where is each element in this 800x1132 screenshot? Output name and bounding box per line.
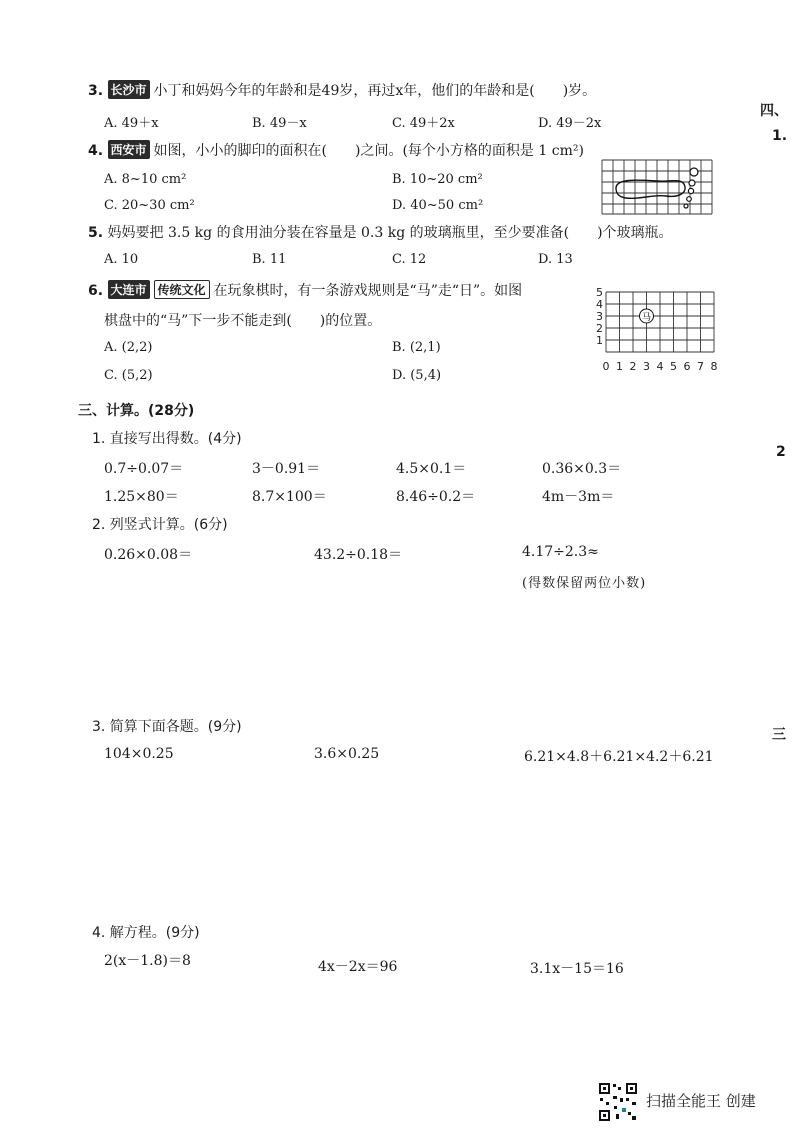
toe-1: [690, 168, 698, 176]
horse-piece-label: 马: [641, 313, 652, 323]
y-tick: 5: [596, 286, 603, 299]
equation-item: 4x－2x＝96: [318, 959, 398, 975]
question-text-line2: 棋盘中的“马”下一步不能走到( )的位置。: [104, 313, 382, 329]
y-tick: 2: [596, 322, 603, 335]
calc-item: 0.26×0.08＝: [104, 547, 193, 563]
calc-item: 4m－3m＝: [542, 489, 615, 505]
question-number: 6.: [88, 283, 104, 299]
calc-item: 8.46÷0.2＝: [396, 489, 476, 505]
option-d: D. 13: [538, 252, 573, 267]
part-2-title: 2. 列竖式计算。(6分): [92, 517, 228, 533]
x-axis-labels: [603, 360, 718, 373]
option-b: B. (2,1): [392, 340, 441, 355]
region-tag: 西安市: [108, 140, 150, 159]
question-3: [88, 80, 596, 100]
calc-item: 3－0.91＝: [252, 461, 321, 477]
rounding-note: (得数保留两位小数): [522, 576, 647, 591]
calc-item: 43.2÷0.18＝: [314, 547, 403, 563]
calc-item: 1.25×80＝: [104, 489, 179, 505]
calc-item: 0.36×0.3＝: [542, 461, 622, 477]
question-number: 5.: [88, 225, 104, 241]
equation-item: 2(x－1.8)＝8: [104, 953, 191, 969]
option-c: C. 49＋2x: [392, 116, 455, 131]
x-tick: 7: [697, 360, 704, 373]
region-tag: 长沙市: [108, 80, 150, 99]
y-tick: 1: [596, 334, 603, 347]
part-3-title: 3. 简算下面各题。(9分): [92, 719, 242, 735]
option-d: D. 40~50 cm²: [392, 198, 484, 213]
option-d: D. 49－2x: [538, 116, 602, 131]
option-b: B. 11: [252, 252, 287, 267]
toe-5: [684, 204, 688, 208]
chess-board-figure: [592, 282, 722, 378]
margin-fragment: 1.: [772, 128, 788, 144]
topic-tag: 传统文化: [154, 280, 210, 299]
board-grid-lines: [606, 292, 714, 352]
question-4: [88, 140, 584, 160]
y-tick: 4: [596, 298, 603, 311]
margin-fragment: 2: [776, 444, 786, 460]
x-tick: 1: [616, 360, 623, 373]
option-a: A. (2,2): [104, 340, 153, 355]
y-tick: 3: [596, 310, 603, 323]
y-axis-labels: [596, 286, 603, 347]
option-b: B. 49－x: [252, 116, 307, 131]
question-number: 3.: [88, 83, 104, 99]
question-text-line1: 在玩象棋时，有一条游戏规则是“马”走“日”。如图: [213, 283, 523, 299]
x-tick: 5: [670, 360, 677, 373]
qr-code-icon: [598, 1082, 638, 1122]
equation-item: 3.1x－15＝16: [530, 961, 624, 977]
x-tick: 6: [683, 360, 691, 373]
x-tick: 4: [656, 360, 664, 373]
calc-item: 104×0.25: [104, 746, 174, 762]
part-1-title: 1. 直接写出得数。(4分): [92, 431, 242, 447]
option-c: C. 12: [392, 252, 427, 267]
section-3-title: 三、计算。(28分): [78, 403, 195, 419]
region-tag: 大连市: [108, 280, 150, 299]
x-tick: 8: [710, 360, 718, 373]
footprint-grid-figure: [600, 158, 714, 216]
toe-4: [687, 197, 692, 202]
question-number: 4.: [88, 143, 104, 159]
toe-3: [688, 188, 693, 193]
toe-2: [689, 180, 695, 186]
calc-item: 8.7×100＝: [252, 489, 327, 505]
watermark-text: 扫描全能王 创建: [646, 1092, 756, 1110]
option-b: B. 10~20 cm²: [392, 172, 483, 187]
option-d: D. (5,4): [392, 368, 442, 383]
option-a: A. 49＋x: [104, 116, 159, 131]
question-5: [88, 222, 673, 242]
margin-fragment: 三: [772, 727, 786, 743]
calc-item: 6.21×4.8＋6.21×4.2＋6.21: [524, 749, 714, 765]
margin-fragment: 四、: [760, 103, 788, 119]
question-text: 小丁和妈妈今年的年龄和是49岁，再过x年，他们的年龄和是( )岁。: [153, 83, 597, 99]
calc-item: 0.7÷0.07＝: [104, 461, 184, 477]
x-tick: 3: [643, 360, 650, 373]
calc-item: 4.17÷2.3≈: [522, 544, 599, 560]
question-6: [88, 280, 522, 300]
option-c: C. 20~30 cm²: [104, 198, 195, 213]
option-a: A. 10: [104, 252, 139, 267]
question-text: 妈妈要把 3.5 kg 的食用油分装在容量是 0.3 kg 的玻璃瓶里，至少要准备( )个玻璃瓶。: [107, 225, 673, 241]
x-tick: 2: [629, 360, 637, 373]
x-tick: 0: [602, 360, 610, 373]
footprint-shape: [616, 180, 685, 198]
question-text: 如图，小小的脚印的面积在( )之间。(每个小方格的面积是 1 cm²): [153, 143, 584, 159]
calc-item: 3.6×0.25: [314, 746, 380, 762]
option-c: C. (5,2): [104, 368, 153, 383]
part-4-title: 4. 解方程。(9分): [92, 925, 200, 941]
calc-item: 4.5×0.1＝: [396, 461, 467, 477]
option-a: A. 8~10 cm²: [104, 172, 187, 187]
